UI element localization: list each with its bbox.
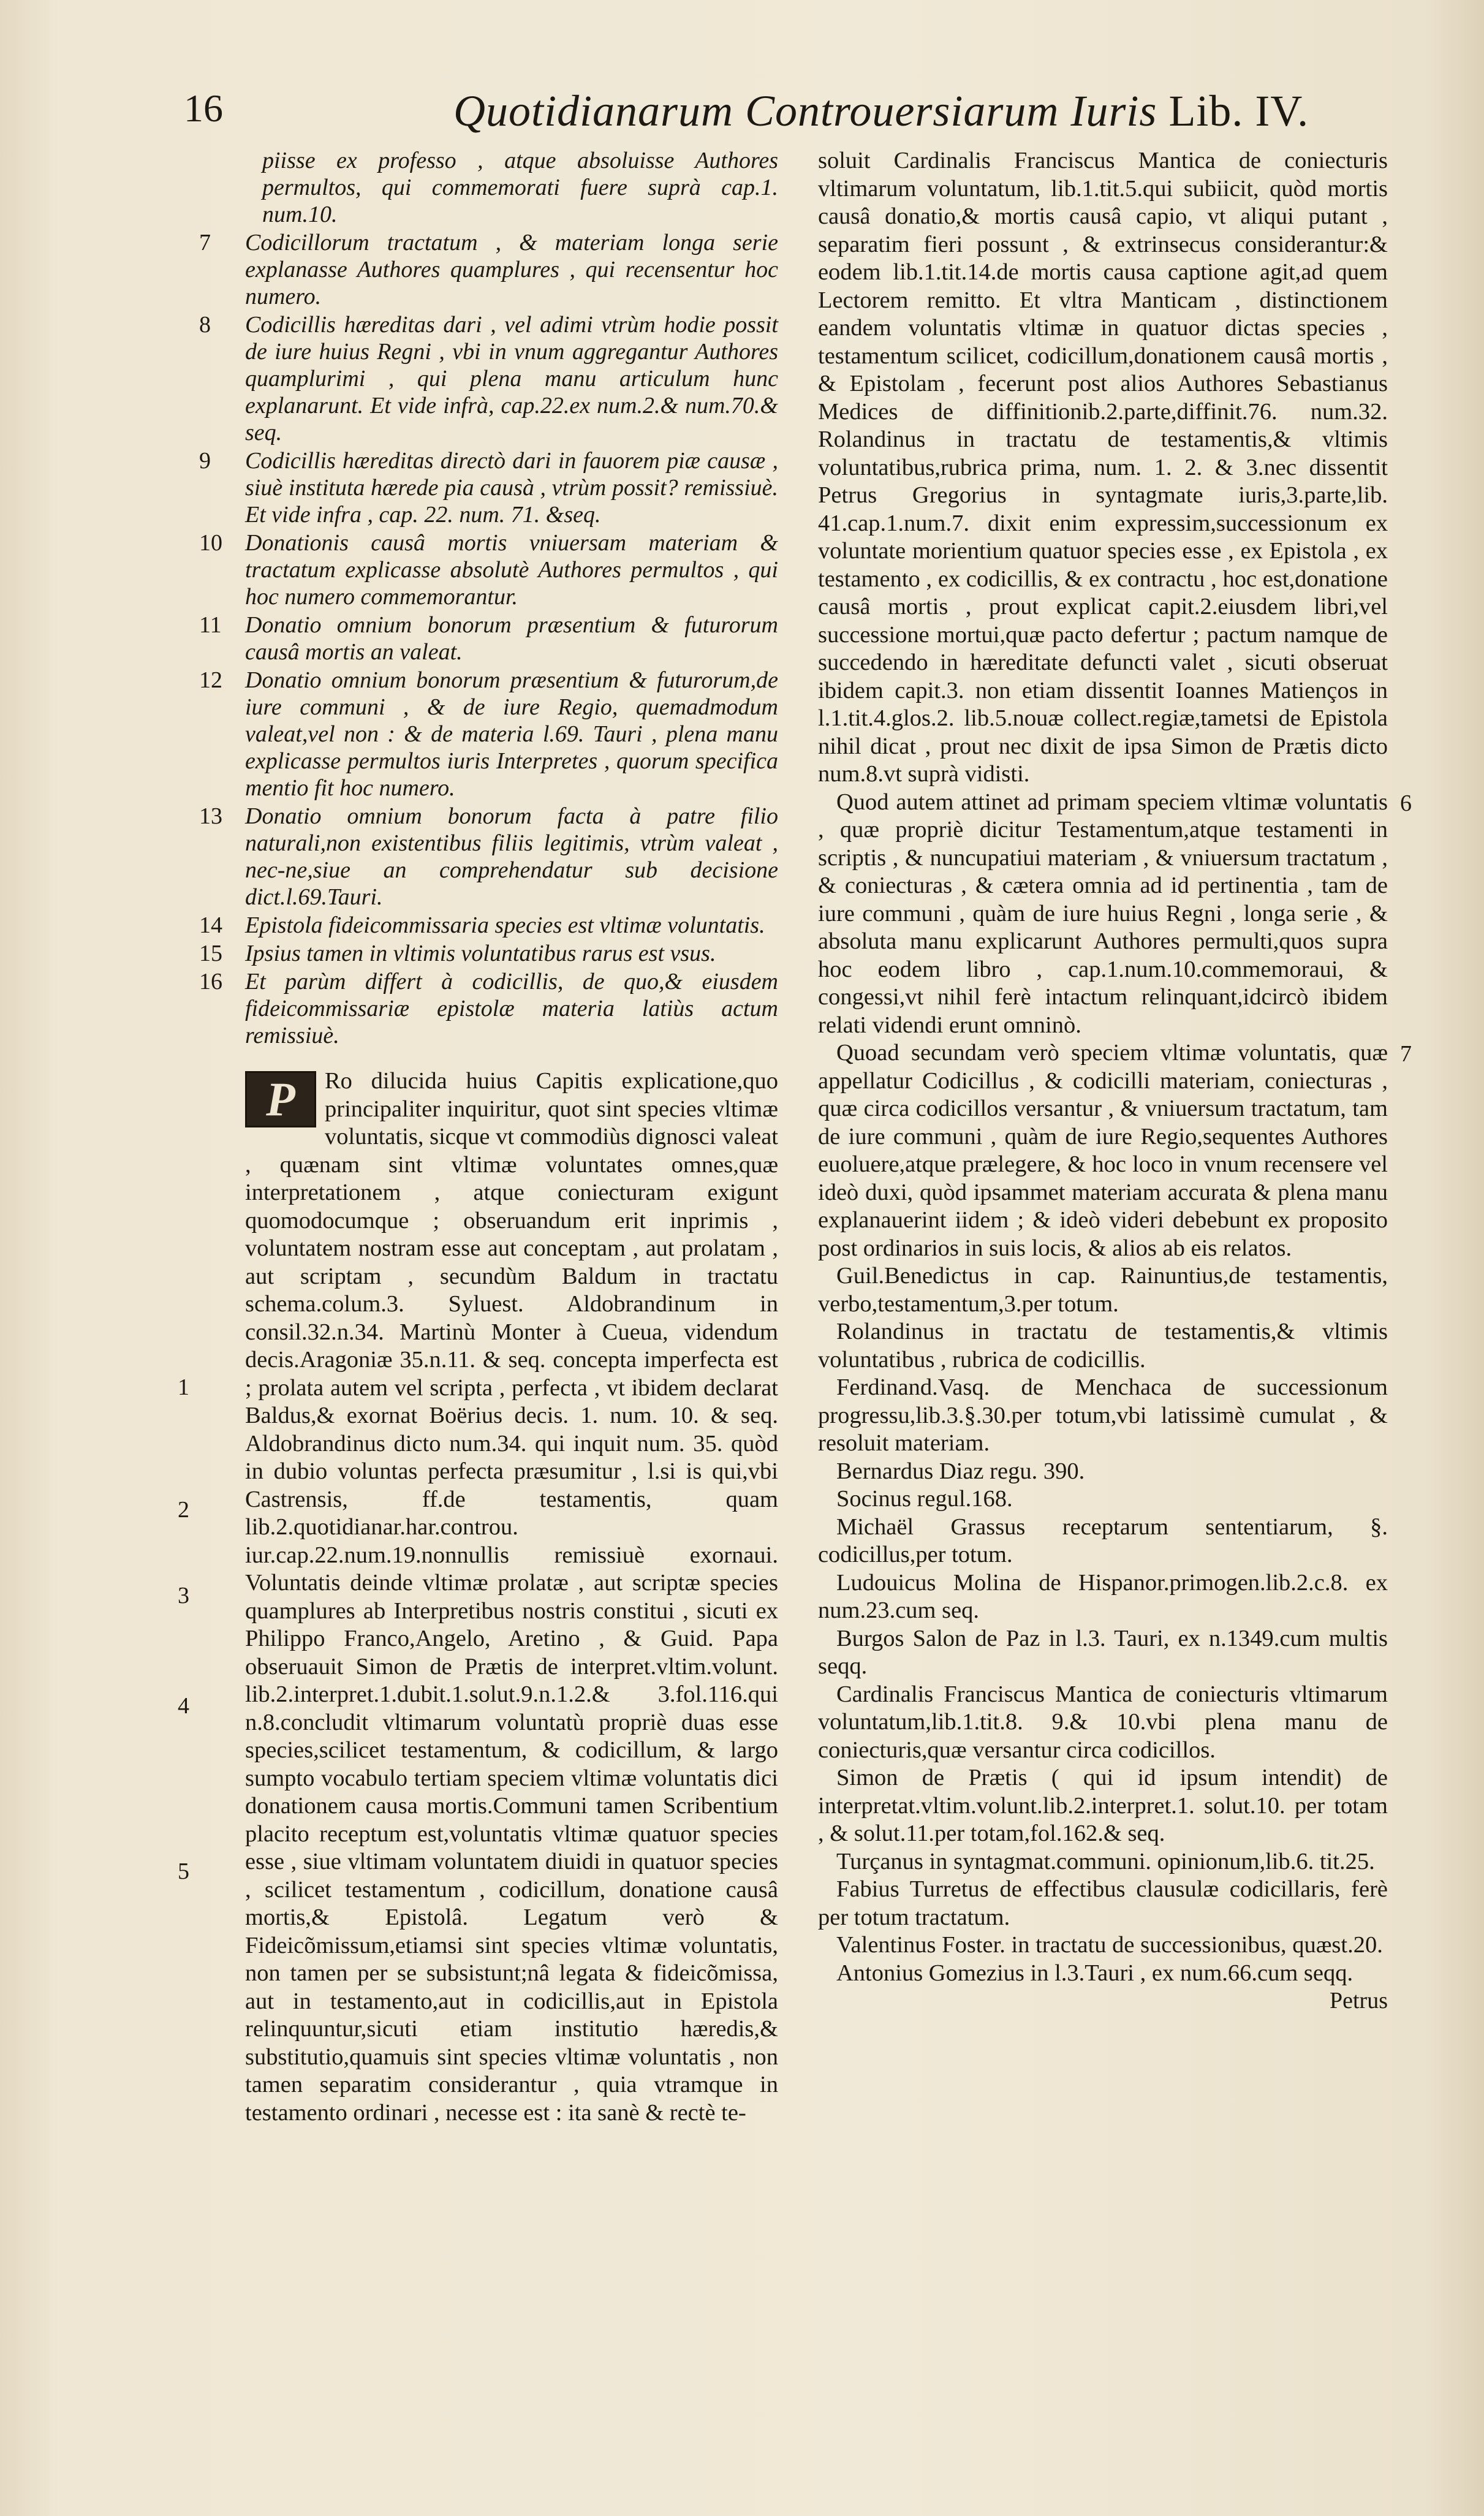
margin-number: 6 (1400, 790, 1412, 816)
margin-number: 5 (178, 1859, 189, 1884)
paragraph-block (818, 1039, 1412, 1262)
margin-number: 1 (178, 1374, 189, 1400)
running-title-text: Quotidianarum Controuersiarum Iuris (453, 86, 1157, 135)
authority-reference: Ferdinand.Vasq. de Menchaca de successionum progressu,lib.3.§.30.per totum,vbi latissimè cumulat , & resoluit materiam. (818, 1374, 1388, 1456)
margin-number: 4 (178, 1693, 189, 1719)
catchword-row (818, 1987, 1388, 2018)
summary-item: 12 Donatio omnium bonorum præsentium & futurorum,de iure communi , & de iure Regio, quemadmodum valeat,vel non : & de materia l.69. Tauri , plena manu explicasse permultos iuris Interpretes , quorum specifica mentio fit hoc numero. (199, 667, 778, 801)
paragraph: Quod autem attinet ad primam speciem vltimæ voluntatis , quæ propriè dicitur Testamentum,atque testamenti in scriptis , & nuncupatiui materiam , & vniuersum tractatum , & coniecturas , & cætera omnia ad id pertinentia , tam de iure communi , quàm de iure huius Regni , longa serie , & absoluta manu explicarunt Authores permulti,quos supra hoc eodem libro , cap.1.num.10.commemoraui, & congessi,vt nihil ferè intactum relinquant,idcircò ibidem relati videndi erunt omninò. (818, 789, 1388, 1038)
authority-reference: Socinus regul.168. (836, 1486, 1013, 1512)
left-column (178, 147, 778, 2127)
margin-number: 7 (1400, 1041, 1412, 1067)
authority-reference: Valentinus Foster. in tractatu de successionibus, quæst.20. (836, 1932, 1383, 1958)
authority-reference: Fabius Turretus de effectibus clausulæ codicillaris, ferè per totum tractatum. (818, 1876, 1388, 1930)
authority-reference: Rolandinus in tractatu de testamentis,& vltimis voluntatibus , rubrica de codicillis. (818, 1319, 1388, 1373)
margin-number: 2 (178, 1497, 189, 1523)
summary-item: 16 Et parùm differt à codicillis, de quo,& eiusdem fideicommissariæ epistolæ materia latiùs actum remissiuè. (199, 969, 778, 1048)
drop-cap-initial: P (245, 1071, 316, 1127)
running-title-book: Lib. IV. (1168, 86, 1309, 135)
margin-number: 3 (178, 1583, 189, 1608)
summary-item: piisse ex professo , atque absoluisse Authores permultos, qui commemorati fuere suprà cap.1. num.10. (262, 148, 778, 227)
authority-reference: Turçanus in syntagmat.communi. opinionum,lib.6. tit.25. (836, 1848, 1375, 1874)
paragraph: Quoad secundam verò speciem vltimæ voluntatis, quæ appellatur Codicillus , & codicilli materiam, coniecturas , quæ circa codicillos versantur , & vniuersum tractatum, tam de iure communi , quàm de iure Regio,sequentes Authores euoluere,atque prælegere, & hoc loco in vnum recensere vel ideò duxi, quòd ipsammet materiam accurata & plena manu explanauerint iidem ; & ideò videri debebunt ex proposito post ordinarios in suis locis, & alios ab eis relatos. (818, 1040, 1388, 1261)
chapter-text (245, 1067, 778, 2127)
summary-item: 11 Donatio omnium bonorum præsentium & futurorum causâ mortis an valeat. (199, 612, 778, 665)
authority-reference: Burgos Salon de Paz in l.3. Tauri, ex n.1349.cum multis seqq. (818, 1625, 1388, 1679)
authority-reference: Cardinalis Franciscus Mantica de coniecturis vltimarum voluntatum,lib.1.tit.8. 9.& 10.vbi plena manu de coniecturis,quæ versantur circa codicillos. (818, 1681, 1388, 1763)
summary-item: 10 Donationis causâ mortis vniuersam materiam & tractatum explicasse absolutè Authores permultos , qui hoc numero commemorantur. (199, 530, 778, 610)
authority-reference: Guil.Benedictus in cap. Rainuntius,de testamentis, verbo,testamentum,3.per totum. (818, 1263, 1388, 1317)
authority-reference: Michaël Grassus receptarum sententiarum, §. codicillus,per totum. (818, 1514, 1388, 1567)
summary-item: 15 Ipsius tamen in vltimis voluntatibus rarus est vsus. (199, 941, 716, 966)
authority-reference: Antonius Gomezius in l.3.Tauri , ex num.66.cum seqq. (836, 1960, 1353, 1986)
summary-item: 13 Donatio omnium bonorum facta à patre filio naturali,non existentibus filiis legitimis, vtrùm valeat , nec-ne,siue an comprehendatur sub decisione dict.l.69.Tauri. (199, 803, 778, 910)
chapter-body-left (178, 1067, 778, 2127)
summary-item: 9 Codicillis hæreditas directò dari in fauorem piæ causæ , siuè instituta hærede pia causà , vtrùm possit? remissiuè. Et vide infra , cap. 22. num. 71. &seq. (199, 448, 778, 528)
running-title (453, 86, 1309, 137)
paragraph: soluit Cardinalis Franciscus Mantica de coniecturis vltimarum voluntatum, lib.1.tit.5.qui subiicit, quòd mortis causâ donatio,& mortis causâ capio, vt aliqui putant , separatim fieri possunt , & extrinsecus considerantur:& eodem lib.1.tit.14.de mortis causa captione agit,ad quem Lectorem remitto. Et vltra Manticam , distinctionem eandem voluntatis vltimæ in quatuor dictas species , testamentum scilicet, codicillum,donationem causâ mortis , & Epistolam , fecerunt post alios Authores Sebastianus Medices de diffinitionib.2.parte,diffinit.76. num.32. Rolandinus in tractatu de testamentis,& vltimis voluntatibus,rubrica prima, num. 1. 2. & 3.nec dissentit Petrus Gregorius in syntagmate iuris,3.parte,lib. 41.cap.1.num.7. dixit enim expressim,successionum ex voluntate morientium quatuor species esse , ex Epistola , ex testamento , ex codicillis, & ex contractu , hoc est,donatione causâ mortis , prout explicat capit.2.eiusdem libri,vel successione mortui,quæ pacto defertur ; pactum namque de succedendo in hæreditate defuncti valet , sicuti obseruat ibidem capit.3. non etiam dissentit Ioannes Matienços in l.1.tit.4.glos.2. lib.5.nouæ collect.regiæ,tametsi de Epistola nihil dicat , prout nec dixit de ipsa Simon de Prætis dicto num.8.vt suprà vidisti. (818, 148, 1388, 787)
right-column (818, 147, 1412, 2018)
chapter-summary (199, 147, 778, 1049)
authority-list (818, 1262, 1388, 1987)
summary-item: 7 Codicillorum tractatum , & materiam longa serie explanasse Authores quamplures , qui recensentur hoc numero. (199, 230, 778, 309)
summary-item: 14 Epistola fideicommissaria species est vltimæ voluntatis. (199, 912, 765, 938)
chapter-text-body: Ro dilucida huius Capitis explicatione,quo principaliter inquiritur, quot sint species vltimæ voluntatis, sicque vt commodiùs dignosci valeat , quænam sint vltimæ voluntates omnes,quæ interpretationem , atque coniecturam exigunt quomodocumque ; obseruandum erit inprimis , voluntatem nostram esse aut conceptam , aut prolatam , aut scriptam , secundùm Baldum in tractatu schema.colum.3. Syluest. Aldobrandinum in consil.32.n.34. Martinù Monter à Cueua, videndum decis.Aragoniæ 35.n.11. & seq. concepta imperfecta est ; prolata autem vel scripta , perfecta , vt ibidem declarat Baldus,& exornat Boërius decis. 1. num. 10. & seq. Aldobrandinus dicto num.34. qui inquit num. 35. quòd in dubio voluntas perfecta præsumitur , l.si is qui,vbi Castrensis, ff.de testamentis, quam lib.2.quotidianar.har.controu. iur.cap.22.num.19.nonnullis remissiuè exornaui. Voluntatis deinde vltimæ prolatæ , aut scriptæ species quamplures ab Interpretibus nostris constitui , sicuti ex Philippo Franco,Angelo, Aretino , & Guid. Papa obseruauit Simon de Prætis de interpret.vltim.volunt. lib.2.interpret.1.dubit.1.solut.9.n.1.2.& 3.fol.116.qui n.8.concludit vltimarum voluntatù propriè duas esse species,scilicet testamentum, & codicillum, & largo sumpto vocabulo tertiam speciem vltimæ voluntatis dici donationem causa mortis.Communi tamen Scribentium placito receptum est,voluntatis vltimæ quatuor species esse , siue vltimam voluntatem diuidi in quatuor species , scilicet testamentum , codicillum, donatione causâ mortis,& Epistolâ. Legatum verò & Fideicõmissum,etiamsi sint species vltimæ voluntatis, non tamen per se subsistunt;nâ legata & fideicõmissa, aut in testamento,aut in codicillis,aut in Epistola relinquuntur,sicuti etiam institutio hæredis,& substitutio,quamuis sint species vltimæ voluntatis , non tamen separatim considerantur , quia vtramque in testamento ordinari , necesse est : ita sanè & rectè te- (245, 1068, 778, 2126)
page-number: 16 (184, 86, 223, 130)
authority-reference: Bernardus Diaz regu. 390. (836, 1458, 1085, 1484)
page-header (172, 86, 1379, 135)
paragraph-block (818, 789, 1412, 1040)
authority-reference: Simon de Prætis ( qui id ipsum intendit) de interpretat.vltim.volunt.lib.2.interpret.1. solut.10. per totam , & solut.11.per totam,fol.162.& seq. (818, 1765, 1388, 1846)
catchword: Petrus (1330, 1988, 1388, 2014)
authority-reference: Ludouicus Molina de Hispanor.primogen.lib.2.c.8. ex num.23.cum seq. (818, 1569, 1388, 1623)
summary-item: 8 Codicillis hæreditas dari , vel adimi vtrùm hodie possit de iure huius Regni , vbi in vnum aggregantur Authores quamplurimi , qui plena manu articulum hunc explanarunt. Et vide infrà, cap.22.ex num.2.& num.70.& seq. (199, 312, 778, 445)
